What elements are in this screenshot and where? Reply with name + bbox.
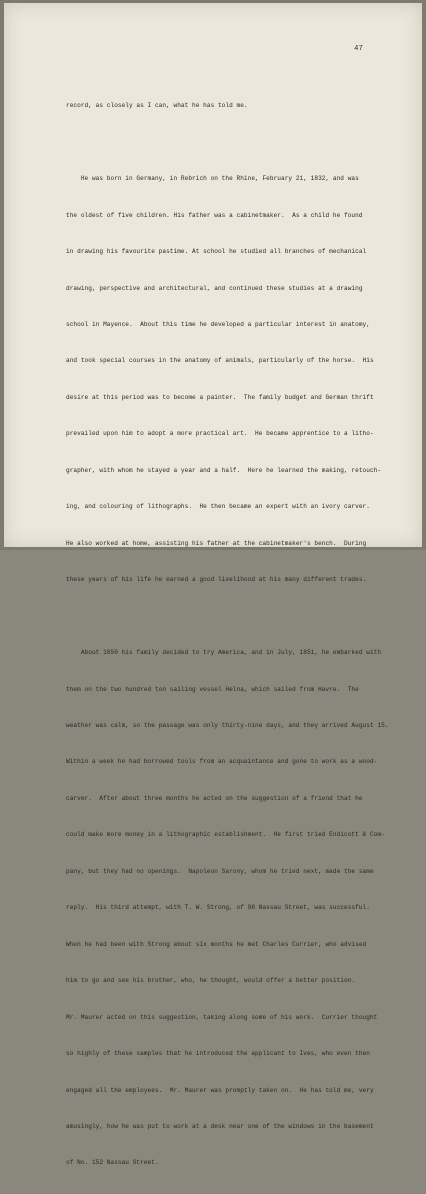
text-line: He also worked at home, assisting his father at the cabinetmaker's bench. During — [66, 539, 367, 547]
text-line: him to go and see his brother, who, he thought, would offer a better position. — [66, 977, 356, 985]
text-line: About 1850 his family decided to try America, and in July, 1851, he embarked with — [66, 649, 382, 657]
text-line: amusingly, how he was put to work at a desk near one of the windows in the basement — [66, 1123, 374, 1130]
text-line: could make more money in a lithographic establishment. He first tried Endicott & Com- — [66, 831, 385, 839]
text-line: weather was calm, so the passage was only thirty-nine days, and they arrived August 15. — [66, 722, 389, 730]
text-line: school in Mayence. About this time he developed a particular interest in anatomy, — [66, 321, 370, 329]
text-line: so highly of these samples that he introduced the applicant to Ives, who even then — [66, 1050, 370, 1058]
text-line: He was born in Germany, in Rebrich on the Rhine, February 21, 1832, and was — [66, 175, 359, 183]
text-line: carver. After about three months he acted on the suggestion of a friend that he — [66, 794, 363, 802]
typed-text-body — [66, 76, 396, 1194]
page-number: 47 — [354, 45, 364, 53]
text-line: Within a week he had borrowed tools from an acquaintance and gone to work as a wood- — [66, 758, 378, 766]
text-line: them on the two hundred ton sailing vessel Helna, which sailed from Havre. The — [66, 685, 359, 693]
text-line: ing, and colouring of lithographs. He then became an expert with an ivory carver. — [66, 503, 370, 511]
text-line: the oldest of five children. His father was a cabinetmaker. As a child he found — [66, 211, 363, 219]
text-line: record, as closely as I can, what he has told me. — [66, 102, 248, 110]
text-line: in drawing his favourite pastime. At school he studied all branches of mechanical — [66, 248, 367, 256]
text-line: these years of his life he earned a good livelihood at his many different trades. — [66, 576, 367, 584]
text-line: reply. His third attempt, with T. W. Strong, of 98 Nassau Street, was successful. — [66, 904, 370, 912]
text-line: Mr. Maurer acted on this suggestion, taking along some of his work. Currier thought — [66, 1013, 378, 1021]
text-line: grapher, with whom he stayed a year and a half. Here he learned the making, retouch- — [66, 466, 382, 474]
text-line: pany, but they had no openings. Napoleon Sarony, whom he tried next, made the same — [66, 867, 374, 875]
text-line: drawing, perspective and architectural, and continued these studies at a drawing — [66, 284, 363, 292]
text-line: engaged all the employees. Mr. Maurer was promptly taken on. He has told me, very — [66, 1086, 374, 1094]
text-line: of No. 152 Nassau Street. — [66, 1159, 159, 1167]
text-line: desire at this period was to become a painter. The family budget and German thrift — [66, 393, 374, 401]
text-line: and took special courses in the anatomy of animals, particularly of the horse. His — [66, 357, 374, 365]
text-line: prevailed upon him to adopt a more practical art. He became apprentice to a litho- — [66, 430, 374, 438]
typed-page — [4, 3, 422, 1167]
text-line — [66, 611, 396, 623]
text-line: When he had been with Strong about six months he met Charles Currier, who advised — [66, 940, 367, 948]
text-line — [66, 137, 396, 149]
